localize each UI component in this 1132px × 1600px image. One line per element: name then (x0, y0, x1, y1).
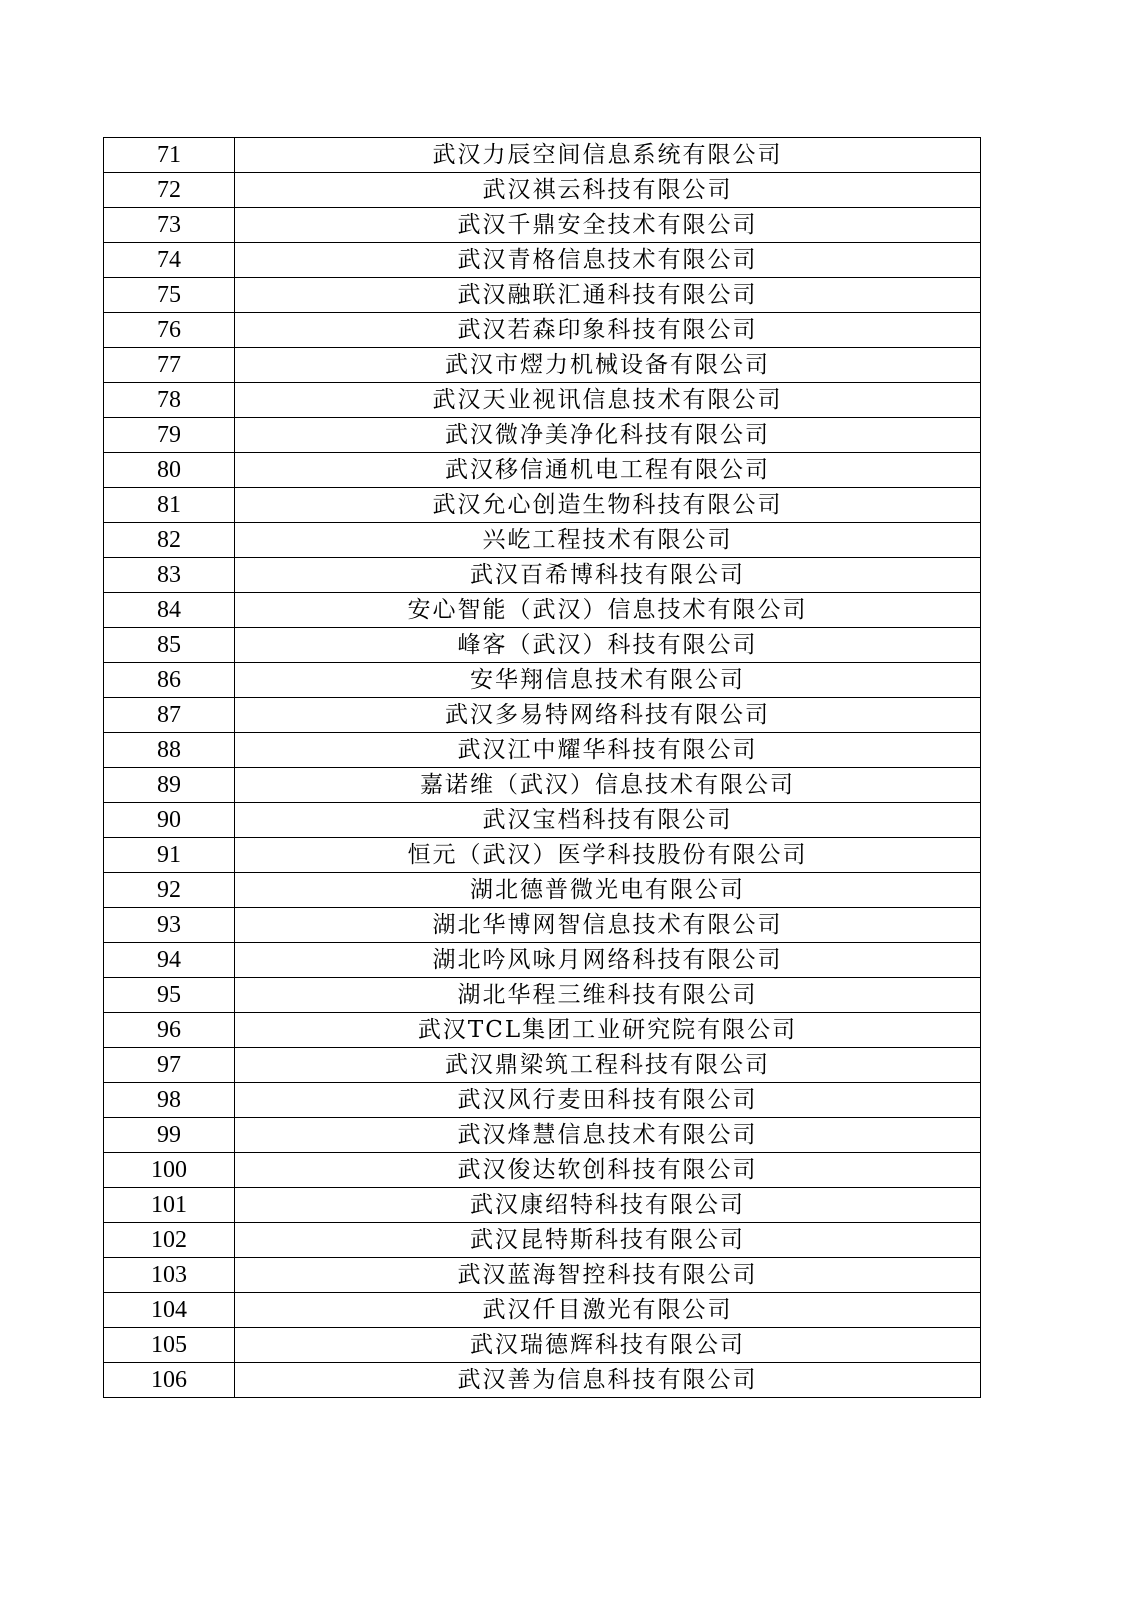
row-number: 74 (104, 243, 235, 278)
company-name: 湖北吟风咏月网络科技有限公司 (235, 943, 981, 978)
row-number: 91 (104, 838, 235, 873)
row-number: 71 (104, 138, 235, 173)
table-row (104, 1118, 981, 1153)
row-number: 90 (104, 803, 235, 838)
company-name: 湖北华博网智信息技术有限公司 (235, 908, 981, 943)
company-name: 武汉市熤力机械设备有限公司 (235, 348, 981, 383)
table-row (104, 873, 981, 908)
company-list-table (103, 137, 981, 1398)
table-row (104, 313, 981, 348)
company-name: 武汉TCL集团工业研究院有限公司 (235, 1013, 981, 1048)
row-number: 95 (104, 978, 235, 1013)
table-row (104, 418, 981, 453)
row-number: 79 (104, 418, 235, 453)
company-name: 武汉风行麦田科技有限公司 (235, 1083, 981, 1118)
table-row (104, 768, 981, 803)
company-name: 安心智能（武汉）信息技术有限公司 (235, 593, 981, 628)
company-name: 武汉宝档科技有限公司 (235, 803, 981, 838)
row-number: 94 (104, 943, 235, 978)
company-name: 武汉允心创造生物科技有限公司 (235, 488, 981, 523)
row-number: 85 (104, 628, 235, 663)
table-row (104, 558, 981, 593)
company-list-body (104, 138, 981, 1398)
company-name: 武汉鼎梁筑工程科技有限公司 (235, 1048, 981, 1083)
table-row (104, 488, 981, 523)
company-name: 峰客（武汉）科技有限公司 (235, 628, 981, 663)
table-row (104, 1258, 981, 1293)
table-row (104, 1363, 981, 1398)
company-name: 武汉仟目激光有限公司 (235, 1293, 981, 1328)
row-number: 72 (104, 173, 235, 208)
row-number: 99 (104, 1118, 235, 1153)
company-name: 湖北德普微光电有限公司 (235, 873, 981, 908)
company-name: 兴屹工程技术有限公司 (235, 523, 981, 558)
table-row (104, 698, 981, 733)
company-name: 武汉俊达软创科技有限公司 (235, 1153, 981, 1188)
table-row (104, 1223, 981, 1258)
company-name: 武汉百希博科技有限公司 (235, 558, 981, 593)
table-row (104, 1328, 981, 1363)
table-row (104, 1048, 981, 1083)
table-row (104, 908, 981, 943)
company-name: 武汉江中耀华科技有限公司 (235, 733, 981, 768)
table-row (104, 593, 981, 628)
row-number: 97 (104, 1048, 235, 1083)
row-number: 88 (104, 733, 235, 768)
table-row (104, 208, 981, 243)
row-number: 96 (104, 1013, 235, 1048)
table-row (104, 1293, 981, 1328)
row-number: 105 (104, 1328, 235, 1363)
table-row (104, 803, 981, 838)
row-number: 101 (104, 1188, 235, 1223)
table-row (104, 348, 981, 383)
row-number: 76 (104, 313, 235, 348)
row-number: 78 (104, 383, 235, 418)
row-number: 98 (104, 1083, 235, 1118)
table-row (104, 173, 981, 208)
company-name: 武汉昆特斯科技有限公司 (235, 1223, 981, 1258)
table-row (104, 1153, 981, 1188)
company-name: 武汉微净美净化科技有限公司 (235, 418, 981, 453)
table-row (104, 663, 981, 698)
table-row (104, 1188, 981, 1223)
company-name: 武汉烽慧信息技术有限公司 (235, 1118, 981, 1153)
row-number: 83 (104, 558, 235, 593)
row-number: 75 (104, 278, 235, 313)
row-number: 102 (104, 1223, 235, 1258)
table-row (104, 243, 981, 278)
table-row (104, 453, 981, 488)
company-name: 武汉力辰空间信息系统有限公司 (235, 138, 981, 173)
row-number: 77 (104, 348, 235, 383)
company-name: 武汉移信通机电工程有限公司 (235, 453, 981, 488)
table-row (104, 943, 981, 978)
row-number: 82 (104, 523, 235, 558)
company-name: 武汉康绍特科技有限公司 (235, 1188, 981, 1223)
company-name: 嘉诺维（武汉）信息技术有限公司 (235, 768, 981, 803)
table-row (104, 1083, 981, 1118)
table-row (104, 523, 981, 558)
company-name: 安华翔信息技术有限公司 (235, 663, 981, 698)
company-name: 武汉青格信息技术有限公司 (235, 243, 981, 278)
company-name: 武汉融联汇通科技有限公司 (235, 278, 981, 313)
company-name: 武汉多易特网络科技有限公司 (235, 698, 981, 733)
row-number: 73 (104, 208, 235, 243)
row-number: 84 (104, 593, 235, 628)
row-number: 86 (104, 663, 235, 698)
company-name: 武汉善为信息科技有限公司 (235, 1363, 981, 1398)
row-number: 89 (104, 768, 235, 803)
company-name: 武汉千鼎安全技术有限公司 (235, 208, 981, 243)
company-name: 武汉天业视讯信息技术有限公司 (235, 383, 981, 418)
table-row (104, 138, 981, 173)
table-row (104, 628, 981, 663)
row-number: 81 (104, 488, 235, 523)
row-number: 103 (104, 1258, 235, 1293)
company-name: 武汉祺云科技有限公司 (235, 173, 981, 208)
table-row (104, 978, 981, 1013)
row-number: 92 (104, 873, 235, 908)
row-number: 106 (104, 1363, 235, 1398)
table-row (104, 383, 981, 418)
table-row (104, 838, 981, 873)
company-name: 武汉若森印象科技有限公司 (235, 313, 981, 348)
row-number: 104 (104, 1293, 235, 1328)
table-row (104, 1013, 981, 1048)
row-number: 93 (104, 908, 235, 943)
company-name: 湖北华程三维科技有限公司 (235, 978, 981, 1013)
row-number: 100 (104, 1153, 235, 1188)
company-name: 武汉瑞德辉科技有限公司 (235, 1328, 981, 1363)
row-number: 87 (104, 698, 235, 733)
table-row (104, 733, 981, 768)
company-name: 恒元（武汉）医学科技股份有限公司 (235, 838, 981, 873)
row-number: 80 (104, 453, 235, 488)
company-name: 武汉蓝海智控科技有限公司 (235, 1258, 981, 1293)
table-row (104, 278, 981, 313)
